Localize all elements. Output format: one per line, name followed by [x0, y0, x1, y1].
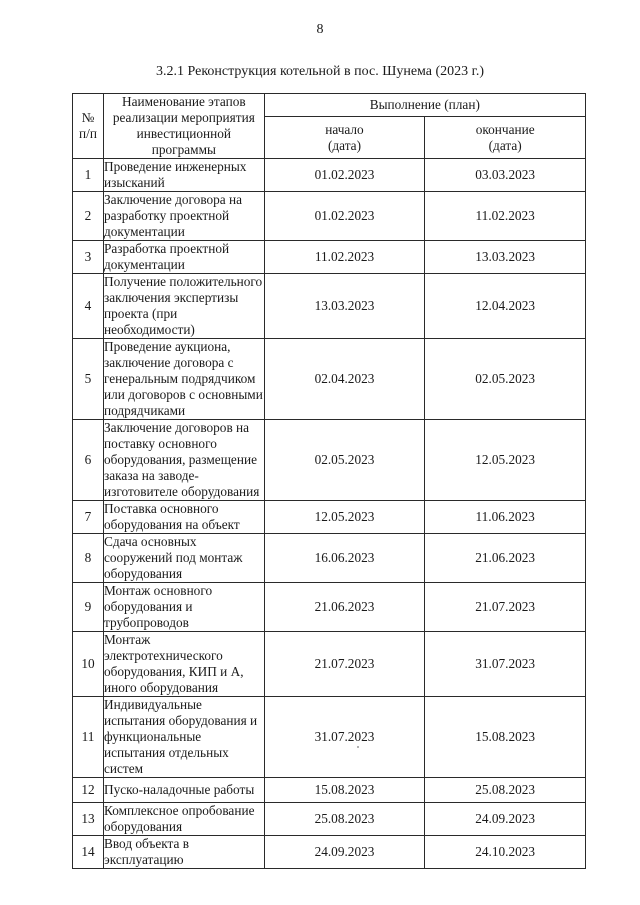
scan-artifact-dot	[357, 746, 359, 748]
row-end-date: 25.08.2023	[425, 778, 586, 803]
row-number: 1	[73, 159, 104, 192]
table-row	[73, 241, 586, 274]
row-number: 14	[73, 836, 104, 869]
row-stage-name: Поставка основного оборудования на объект	[104, 501, 265, 534]
row-end-date: 13.03.2023	[425, 241, 586, 274]
row-number: 3	[73, 241, 104, 274]
implementation-schedule-table	[72, 93, 586, 869]
row-number: 4	[73, 274, 104, 339]
row-start-date: 01.02.2023	[264, 159, 425, 192]
row-end-date: 21.07.2023	[425, 583, 586, 632]
row-start-date: 24.09.2023	[264, 836, 425, 869]
row-stage-name: Пуско-наладочные работы	[104, 778, 265, 803]
row-end-date: 21.06.2023	[425, 534, 586, 583]
table-row	[73, 274, 586, 339]
row-stage-name: Заключение договора на разработку проектной документации	[104, 192, 265, 241]
row-end-date: 02.05.2023	[425, 339, 586, 420]
table-row	[73, 778, 586, 803]
header-start-date	[264, 117, 425, 159]
row-stage-name: Получение положительного заключения экспертизы проекта (при необходимости)	[104, 274, 263, 337]
row-end-date: 11.06.2023	[425, 501, 586, 534]
header-stage-name: Наименование этапов реализации мероприятия инвестиционной программы	[104, 94, 265, 159]
row-start-date: 21.07.2023	[264, 632, 425, 697]
header-number-line1: №	[81, 110, 95, 125]
row-end-date: 03.03.2023	[425, 159, 586, 192]
row-start-date: 13.03.2023	[264, 274, 425, 339]
row-number: 2	[73, 192, 104, 241]
row-stage-name: Сдача основных сооружений под монтаж оборудования	[104, 534, 265, 583]
row-end-date: 12.04.2023	[425, 274, 586, 339]
row-stage-name: Монтаж основного оборудования и трубопроводов	[104, 583, 265, 632]
row-start-date: 25.08.2023	[264, 803, 425, 836]
row-number: 10	[73, 632, 104, 697]
row-number: 7	[73, 501, 104, 534]
row-stage-name: Монтаж электротехнического оборудования, КИП и А, иного оборудования	[104, 632, 265, 697]
page-number: 8	[316, 22, 324, 37]
row-number: 6	[73, 420, 104, 501]
table-row	[73, 339, 586, 420]
table-row	[73, 159, 586, 192]
header-start-line1: начало	[325, 121, 364, 137]
row-start-date: 21.06.2023	[264, 583, 425, 632]
row-start-date: 11.02.2023	[264, 241, 425, 274]
row-number: 8	[73, 534, 104, 583]
header-number	[73, 94, 104, 159]
row-stage-name: Комплексное опробование оборудования	[104, 803, 265, 836]
row-number: 5	[73, 339, 104, 420]
row-end-date: 15.08.2023	[425, 697, 586, 778]
header-start-line2: (дата)	[327, 137, 362, 153]
row-stage-name: Проведение аукциона, заключение договора с генеральным подрядчиком или договоров с основными подрядчиками	[104, 339, 263, 418]
row-end-date: 12.05.2023	[425, 420, 586, 501]
row-number: 12	[73, 778, 104, 803]
row-start-date: 31.07.2023	[264, 697, 425, 778]
header-end-line1: окончание	[475, 121, 535, 137]
row-number: 11	[73, 697, 104, 778]
row-start-date: 15.08.2023	[264, 778, 425, 803]
row-stage-name: Разработка проектной документации	[104, 241, 265, 274]
row-end-date: 11.02.2023	[425, 192, 586, 241]
row-end-date: 31.07.2023	[425, 632, 586, 697]
table-row	[73, 420, 586, 501]
table-body	[73, 159, 586, 869]
table-row	[73, 534, 586, 583]
row-stage-name: Ввод объекта в эксплуатацию	[104, 836, 265, 869]
table-row	[73, 583, 586, 632]
row-start-date: 01.02.2023	[264, 192, 425, 241]
row-stage-name: Заключение договоров на поставку основного оборудования, размещение заказа на заводе-изготовителе оборудования	[104, 420, 265, 501]
table-row	[73, 632, 586, 697]
row-start-date: 16.06.2023	[264, 534, 425, 583]
header-end-line2: (дата)	[488, 137, 522, 153]
row-stage-name: Индивидуальные испытания оборудования и функциональные испытания отдельных систем	[104, 697, 265, 778]
header-number-line2: п/п	[79, 126, 97, 141]
header-end-date	[425, 117, 586, 159]
row-end-date: 24.10.2023	[425, 836, 586, 869]
row-number: 13	[73, 803, 104, 836]
header-execution-plan: Выполнение (план)	[264, 94, 585, 117]
row-number: 9	[73, 583, 104, 632]
row-start-date: 02.05.2023	[264, 420, 425, 501]
row-start-date: 12.05.2023	[264, 501, 425, 534]
table-header	[73, 94, 586, 159]
table-row	[73, 192, 586, 241]
table-row	[73, 836, 586, 869]
table-row	[73, 697, 586, 778]
table-row	[73, 803, 586, 836]
section-title: 3.2.1 Реконструкция котельной в пос. Шунема (2023 г.)	[156, 64, 484, 79]
row-stage-name: Проведение инженерных изысканий	[104, 159, 265, 192]
table-row	[73, 501, 586, 534]
row-start-date: 02.04.2023	[264, 339, 425, 420]
row-end-date: 24.09.2023	[425, 803, 586, 836]
